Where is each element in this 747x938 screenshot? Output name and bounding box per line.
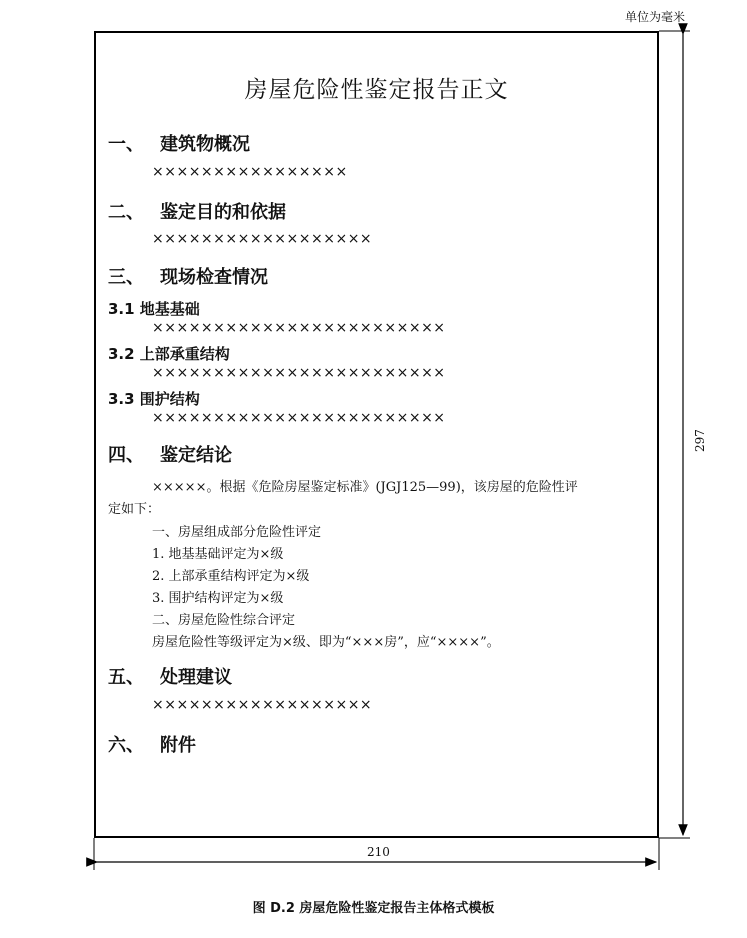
section-title: 建筑物概况: [160, 134, 250, 155]
section-heading-5: [108, 663, 232, 689]
conclusion-item: 房屋危险性等级评定为×级、即为“×××房”，应“××××”。: [152, 635, 500, 650]
placeholder-line: ××××××××××××××××××: [152, 697, 373, 713]
conclusion-item: 1. 地基基础评定为×级: [152, 547, 284, 562]
placeholder-line: ××××××××××××××××××: [152, 231, 373, 247]
section-heading-2: [108, 198, 286, 224]
conclusion-item: 二、房屋危险性综合评定: [152, 613, 296, 628]
conclusion-item: 3. 围护结构评定为×级: [152, 591, 284, 606]
report-page: [94, 31, 659, 838]
section-title: 鉴定目的和依据: [160, 202, 286, 223]
placeholder-line: ××××××××××××××××××××××××: [152, 320, 446, 336]
conclusion-paragraph-line-1: ×××××。根据《危险房屋鉴定标准》(JGJ125—99)，该房屋的危险性评: [152, 480, 578, 495]
section-heading-1: [108, 130, 250, 156]
conclusion-item: 一、房屋组成部分危险性评定: [152, 525, 322, 540]
section-number: 二、: [108, 202, 144, 223]
subsection-heading-3-1: 3.1 地基基础: [108, 300, 200, 318]
placeholder-line: ××××××××××××××××××××××××: [152, 410, 446, 426]
section-title: 处理建议: [160, 667, 232, 688]
section-title: 现场检查情况: [160, 267, 268, 288]
conclusion-paragraph-line-2: 定如下：: [108, 502, 161, 517]
subsection-heading-3-3: 3.3 围护结构: [108, 390, 200, 408]
height-dimension-label: 297: [693, 429, 707, 452]
section-title: 附件: [160, 735, 196, 756]
conclusion-item: 2. 上部承重结构评定为×级: [152, 569, 310, 584]
section-number: 五、: [108, 667, 144, 688]
section-number: 六、: [108, 735, 144, 756]
section-number: 三、: [108, 267, 144, 288]
document-title: 房屋危险性鉴定报告正文: [244, 77, 509, 103]
section-heading-4: [108, 441, 232, 467]
unit-note: 单位为毫米: [624, 10, 685, 24]
figure-caption: 图 D.2 房屋危险性鉴定报告主体格式模板: [252, 901, 495, 916]
section-title: 鉴定结论: [160, 445, 232, 466]
section-heading-3: [108, 263, 268, 289]
placeholder-line: ××××××××××××××××××××××××: [152, 365, 446, 381]
width-dimension-label: 210: [367, 845, 390, 859]
section-heading-6: [108, 731, 196, 757]
subsection-heading-3-2: 3.2 上部承重结构: [108, 345, 230, 363]
section-number: 一、: [108, 134, 144, 155]
placeholder-line: ××××××××××××××××: [152, 164, 348, 180]
section-number: 四、: [108, 445, 144, 466]
